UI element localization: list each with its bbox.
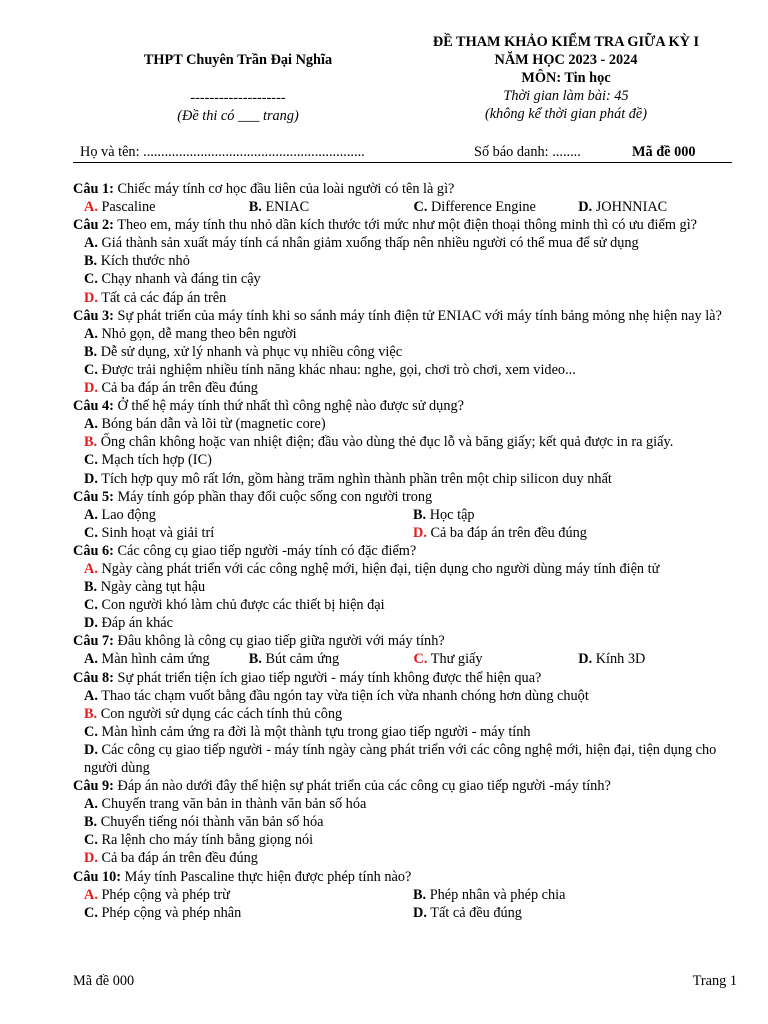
question-10: [73, 868, 738, 886]
option-text: Tất cả các đáp án trên: [97, 289, 227, 306]
option-text: Sinh hoạt và giải trí: [97, 524, 215, 541]
option-b: [249, 650, 414, 668]
option-letter: A.: [84, 416, 98, 433]
option-text: Được trải nghiệm nhiều tính năng khác nhau: nghe, gọi, chơi trò chơi, xem video...: [97, 361, 576, 378]
question-9: [73, 777, 738, 795]
time-note: (không kể thời gian phát đề): [484, 106, 648, 122]
option-d: [73, 379, 738, 397]
option-text: Các công cụ giao tiếp người - máy tính ngày càng phát triển với các công nghệ mới, hiện đại, tiện dụng cho người dùng: [84, 741, 717, 776]
option-letter: C.: [413, 651, 428, 668]
option-d: [73, 289, 738, 307]
option-letter: D.: [578, 199, 593, 216]
option-letter: A.: [84, 235, 98, 252]
footer-exam-code: Mã đề 000: [73, 973, 135, 989]
option-c: [84, 904, 413, 922]
option-letter: B.: [84, 253, 98, 270]
option-text: Chuyển tiếng nói thành văn bản số hóa: [97, 814, 324, 831]
question-list: [73, 180, 738, 922]
option-a: [73, 560, 738, 578]
options-row: [73, 524, 738, 542]
option-a: [73, 415, 738, 433]
option-letter: B.: [84, 579, 98, 596]
option-letter: B.: [413, 886, 427, 903]
option-a: [73, 795, 738, 813]
option-text: Tất cả đều đúng: [426, 904, 522, 921]
question-1: [73, 180, 738, 198]
option-letter: D.: [84, 741, 98, 758]
option-text: Cả ba đáp án trên đều đúng: [426, 524, 587, 541]
question-label: Câu 2:: [73, 217, 114, 234]
question-8: [73, 669, 738, 687]
option-text: Bút cảm ứng: [261, 651, 340, 668]
question-text: Sự phát triển tiện ích giao tiếp người - máy tính không được thể hiện qua?: [113, 669, 542, 686]
option-b: [413, 506, 713, 524]
subject: MÔN: Tin học: [521, 70, 611, 86]
option-letter: A.: [84, 651, 98, 668]
option-d: [413, 524, 713, 542]
option-letter: B.: [248, 651, 262, 668]
option-d: [578, 650, 738, 668]
question-text: Chiếc máy tính cơ học đầu liên của loài người có tên là gì?: [113, 181, 455, 197]
option-d: [413, 904, 713, 922]
option-c: [73, 723, 738, 741]
option-text: Phép cộng và phép trừ: [97, 886, 230, 903]
question-text: Các công cụ giao tiếp người -máy tính có đặc điểm?: [113, 542, 417, 559]
option-letter: C.: [84, 832, 98, 849]
candidate-number-field: Số báo danh: ........: [474, 144, 581, 160]
option-text: Nhỏ gọn, dễ mang theo bên người: [97, 325, 297, 342]
option-d: [73, 614, 738, 632]
option-c: [414, 198, 579, 216]
option-letter: D.: [84, 380, 98, 397]
option-letter: B.: [84, 343, 98, 360]
student-info: [80, 143, 732, 161]
option-letter: A.: [84, 560, 98, 577]
option-c: [73, 831, 738, 849]
question-label: Câu 1:: [73, 181, 114, 197]
question-text: Sự phát triển của máy tính khi so sánh máy tính điện tử ENIAC với máy tính bảng mỏng nhẹ hiện nay là?: [113, 307, 722, 324]
option-c: [73, 451, 738, 469]
question-6: [73, 542, 738, 560]
question-label: Câu 7:: [73, 633, 114, 650]
option-letter: A.: [84, 506, 98, 523]
option-b: [73, 252, 738, 270]
option-letter: C.: [84, 361, 98, 378]
option-c: [84, 524, 413, 542]
page-footer: [73, 972, 737, 990]
option-text: Giá thành sản xuất máy tính cá nhân giảm xuống thấp nên nhiều người có thể mua để sử dụng: [97, 235, 639, 252]
school-name: THPT Chuyên Trần Đại Nghĩa: [143, 52, 333, 68]
options-row: [73, 198, 738, 216]
option-d: [73, 470, 738, 488]
option-text: JOHNNIAC: [592, 199, 668, 216]
option-text: Kích thước nhỏ: [97, 253, 190, 270]
option-letter: C.: [84, 452, 98, 469]
option-letter: B.: [248, 199, 262, 216]
option-b: [73, 433, 738, 451]
option-text: Con người sử dụng các cách tính thủ công: [97, 705, 343, 722]
option-text: Chuyển trang văn bản in thành văn bản số hóa: [97, 796, 367, 813]
option-a: [73, 325, 738, 343]
option-b: [249, 198, 414, 216]
exam-code: Mã đề 000: [632, 144, 696, 160]
option-letter: A.: [84, 199, 98, 216]
options-row: [73, 650, 738, 668]
question-4: [73, 397, 738, 415]
option-text: Con người khó làm chủ được các thiết bị hiện đại: [97, 597, 385, 614]
option-letter: A.: [84, 796, 98, 813]
exam-header: [0, 33, 768, 133]
question-text: Đâu không là công cụ giao tiếp giữa người với máy tính?: [113, 633, 445, 650]
option-c: [73, 270, 738, 288]
option-letter: A.: [84, 325, 98, 342]
options-row: [73, 904, 738, 922]
option-text: Ngày càng phát triển với các công nghệ mới, hiện đại, tiện dụng cho người dùng máy tính điện tử: [97, 560, 660, 577]
header-right: [400, 33, 732, 123]
question-2: [73, 216, 738, 234]
pages-note: (Đề thi có ___ trang): [177, 108, 299, 124]
option-a: [73, 687, 738, 705]
option-b: [73, 813, 738, 831]
question-7: [73, 632, 738, 650]
question-label: Câu 5:: [73, 488, 114, 505]
question-label: Câu 10:: [73, 868, 122, 885]
option-text: Lao động: [97, 506, 156, 523]
question-label: Câu 8:: [73, 669, 114, 686]
option-text: Kính 3D: [592, 651, 646, 668]
option-text: Màn hình cảm ứng ra đời là một thành tựu trong giao tiếp người - máy tính: [97, 723, 531, 740]
option-text: Đáp án khác: [97, 615, 173, 632]
option-a: [73, 234, 738, 252]
question-text: Ở thế hệ máy tính thứ nhất thì công nghệ nào được sử dụng?: [113, 398, 464, 415]
option-text: Tích hợp quy mô rất lớn, gồm hàng trăm nghìn thành phần trên một chip silicon duy nhất: [97, 470, 612, 487]
header-left: [108, 33, 368, 125]
option-letter: D.: [84, 470, 98, 487]
option-a: [84, 198, 249, 216]
option-text: Bóng bán dẫn và lõi từ (magnetic core): [97, 416, 326, 433]
option-d: [73, 741, 738, 777]
option-text: Thư giấy: [427, 651, 483, 668]
question-label: Câu 3:: [73, 307, 114, 324]
question-3: [73, 307, 738, 325]
option-letter: C.: [84, 271, 98, 288]
header-divider: [73, 162, 732, 163]
option-letter: C.: [84, 524, 98, 541]
question-text: Theo em, máy tính thu nhỏ dần kích thước tới mức như một điện thoại thông minh thì có ưu điểm gì?: [113, 217, 698, 234]
option-text: Phép nhân và phép chia: [426, 886, 566, 903]
school-year: NĂM HỌC 2023 - 2024: [494, 52, 638, 68]
option-text: Thao tác chạm vuốt bằng đầu ngón tay vừa tiện ích vừa nhanh chóng hơn dùng chuột: [97, 687, 589, 704]
question-label: Câu 9:: [73, 778, 114, 795]
option-letter: A.: [84, 687, 98, 704]
exam-title: ĐỀ THAM KHẢO KIỂM TRA GIỮA KỲ I: [432, 34, 700, 50]
option-b: [413, 886, 713, 904]
option-text: Ngày càng tụt hậu: [97, 579, 206, 596]
option-d: [73, 849, 738, 867]
question-5: [73, 488, 738, 506]
option-text: Phép cộng và phép nhân: [97, 904, 242, 921]
option-letter: D.: [578, 651, 593, 668]
option-b: [73, 578, 738, 596]
option-text: Cả ba đáp án trên đều đúng: [97, 380, 258, 397]
option-text: Ra lệnh cho máy tính bằng giọng nói: [97, 832, 314, 849]
option-text: Pascaline: [97, 199, 156, 216]
name-field: Họ và tên: ..............................................................: [80, 144, 365, 160]
option-text: Dễ sử dụng, xử lý nhanh và phục vụ nhiều công việc: [97, 343, 403, 360]
option-letter: D.: [413, 524, 427, 541]
question-label: Câu 4:: [73, 398, 114, 415]
option-letter: D.: [84, 615, 98, 632]
option-a: [84, 506, 413, 524]
option-c: [414, 650, 579, 668]
header-dashes: --------------------: [190, 90, 286, 106]
option-text: ENIAC: [261, 199, 310, 216]
option-a: [84, 886, 413, 904]
options-row: [73, 506, 738, 524]
option-text: Mạch tích hợp (IC): [97, 452, 212, 469]
option-letter: C.: [84, 904, 98, 921]
option-letter: D.: [413, 904, 427, 921]
question-text: Máy tính Pascaline thực hiện được phép tính nào?: [121, 868, 412, 885]
option-c: [73, 596, 738, 614]
page-number: Trang 1: [692, 973, 737, 989]
question-label: Câu 6:: [73, 542, 114, 559]
question-text: Đáp án nào dưới đây thể hiện sự phát triển của các công cụ giao tiếp người -máy tính?: [113, 778, 611, 795]
option-d: [578, 198, 738, 216]
question-text: Máy tính góp phần thay đổi cuộc sống con người trong: [113, 488, 433, 505]
option-text: Màn hình cảm ứng: [97, 651, 210, 668]
option-letter: C.: [84, 723, 98, 740]
option-b: [73, 705, 738, 723]
option-c: [73, 361, 738, 379]
option-letter: B.: [84, 434, 98, 451]
option-letter: D.: [84, 850, 98, 867]
option-letter: B.: [84, 705, 98, 722]
option-b: [73, 343, 738, 361]
option-letter: A.: [84, 886, 98, 903]
option-letter: C.: [413, 199, 428, 216]
option-text: Ống chân không hoặc van nhiệt điện; đầu vào dùng thẻ đục lỗ và băng giấy; kết quả được in ra giấy.: [97, 434, 674, 451]
option-text: Chạy nhanh và đáng tin cậy: [97, 271, 261, 288]
option-letter: B.: [413, 506, 427, 523]
option-text: Difference Engine: [427, 199, 536, 216]
option-letter: C.: [84, 597, 98, 614]
option-a: [84, 650, 249, 668]
options-row: [73, 886, 738, 904]
option-text: Học tập: [426, 506, 475, 523]
option-letter: D.: [84, 289, 98, 306]
time-allowed: Thời gian làm bài: 45: [503, 88, 629, 104]
option-letter: B.: [84, 814, 98, 831]
option-text: Cả ba đáp án trên đều đúng: [97, 850, 258, 867]
